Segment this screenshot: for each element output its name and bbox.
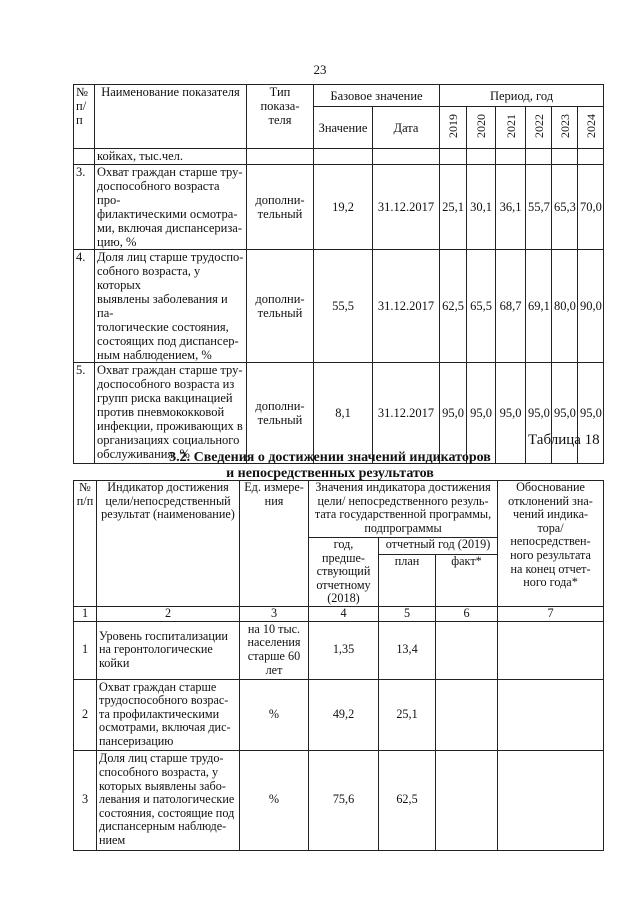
row-num: 5. <box>74 363 95 464</box>
header-num: № п/п <box>74 85 95 149</box>
header-report-year: отчетный год (2019) <box>379 538 498 555</box>
header-year: 2021 <box>503 114 518 138</box>
row-base-value: 8,1 <box>314 363 373 464</box>
indicators-period-table <box>73 84 604 464</box>
header-year: 2022 <box>531 114 546 138</box>
section-title: 3.2. Сведения о достижении значений индикаторов и непосредственных результатов <box>169 450 491 481</box>
header-indicator: Индикатор достижения цели/непосредственный результат (наименование) <box>97 481 240 607</box>
row-year-value: 69,1 <box>526 250 552 363</box>
header-period: Период, год <box>440 85 604 107</box>
col-number: 5 <box>379 606 436 621</box>
header-year: 2020 <box>474 114 489 138</box>
table-caption: Таблица 18 <box>528 432 600 448</box>
header-plan: план <box>379 555 436 607</box>
row-year-value: 95,0 <box>578 363 604 464</box>
row-name: Доля лиц старше трудоспо- собного возраста, у которых выявлены заболевания и па- тологические состояния, состоящих под диспансер- ным наблюдением, % <box>95 250 247 363</box>
row-indicator: Охват граждан старше трудоспособного возрас- та профилактическими осмотрами, включая дис- пансеризацию <box>97 679 240 750</box>
row-year-value: 30,1 <box>467 165 496 250</box>
row-type: дополни- тельный <box>247 250 314 363</box>
header-year: 2019 <box>446 114 461 138</box>
header-num: № п/п <box>74 481 97 607</box>
table-row <box>74 165 604 250</box>
continuation-text: койках, тыс.чел. <box>95 149 247 165</box>
header-base-date: Дата <box>373 107 440 149</box>
row-year-value: 55,7 <box>526 165 552 250</box>
header-justification: Обоснование отклонений зна- чений индика- тора/ непосредствен- ного результата на конец отчет- ного года* <box>498 481 604 607</box>
col-number: 2 <box>97 606 240 621</box>
row-unit: % <box>240 750 309 850</box>
header-type: Тип показа- теля <box>247 85 314 149</box>
row-base-date: 31.12.2017 <box>373 250 440 363</box>
row-year-value: 68,7 <box>496 250 526 363</box>
col-number: 1 <box>74 606 97 621</box>
header-name: Наименование показателя <box>95 85 247 149</box>
row-fact-value <box>436 621 498 679</box>
row-prev-value: 75,6 <box>309 750 379 850</box>
row-fact-value <box>436 679 498 750</box>
row-name: Охват граждан старше тру- доспособного возраста из групп риска вакцинацией против пневмококковой инфекции, проживающих в организациях социального обслуживания, % <box>95 363 247 464</box>
row-note <box>498 621 604 679</box>
row-num: 3. <box>74 165 95 250</box>
table-row <box>74 621 604 679</box>
row-num: 3 <box>74 750 97 850</box>
row-fact-value <box>436 750 498 850</box>
indicator-achievement-table <box>73 480 604 851</box>
row-base-date: 31.12.2017 <box>373 165 440 250</box>
row-year-value: 95,0 <box>440 363 467 464</box>
row-note <box>498 679 604 750</box>
row-note <box>498 750 604 850</box>
header-prev-year: год, предше- ствующий отчетному (2018) <box>309 538 379 607</box>
col-number: 4 <box>309 606 379 621</box>
header-year: 2023 <box>557 114 572 138</box>
row-year-value: 36,1 <box>496 165 526 250</box>
row-indicator: Доля лиц старше трудо- способного возраста, у которых выявлены забо- левания и патологические состояния, состоящие под диспансерным наблюде- нием <box>97 750 240 850</box>
row-num: 1 <box>74 621 97 679</box>
col-number: 7 <box>498 606 604 621</box>
table-row <box>74 250 604 363</box>
row-year-value: 25,1 <box>440 165 467 250</box>
row-year-value: 65,3 <box>552 165 578 250</box>
header-fact: факт* <box>436 555 498 607</box>
row-num: 4. <box>74 250 95 363</box>
row-base-value: 55,5 <box>314 250 373 363</box>
header-year: 2024 <box>583 114 598 138</box>
row-type: дополни- тельный <box>247 165 314 250</box>
table-row <box>74 363 604 464</box>
row-num: 2 <box>74 679 97 750</box>
row-base-date: 31.12.2017 <box>373 363 440 464</box>
row-prev-value: 49,2 <box>309 679 379 750</box>
header-base: Базовое значение <box>314 85 440 107</box>
row-year-value: 90,0 <box>578 250 604 363</box>
row-year-value: 95,0 <box>496 363 526 464</box>
row-year-value: 70,0 <box>578 165 604 250</box>
table-row <box>74 750 604 850</box>
row-unit: на 10 тыс. населения старше 60 лет <box>240 621 309 679</box>
row-prev-value: 1,35 <box>309 621 379 679</box>
row-unit: % <box>240 679 309 750</box>
row-plan-value: 62,5 <box>379 750 436 850</box>
col-number: 3 <box>240 606 309 621</box>
header-unit: Ед. измере- ния <box>240 481 309 607</box>
row-base-value: 19,2 <box>314 165 373 250</box>
row-name: Охват граждан старше тру- доспособного возраста про- филактическими осмотра- ми, включая диспансериза- цию, % <box>95 165 247 250</box>
row-indicator: Уровень госпитализации на геронтологические койки <box>97 621 240 679</box>
row-year-value: 62,5 <box>440 250 467 363</box>
row-year-value: 65,5 <box>467 250 496 363</box>
col-number: 6 <box>436 606 498 621</box>
row-year-value: 95,0 <box>526 363 552 464</box>
row-year-value: 95,0 <box>552 363 578 464</box>
row-plan-value: 25,1 <box>379 679 436 750</box>
row-year-value: 80,0 <box>552 250 578 363</box>
row-type: дополни- тельный <box>247 363 314 464</box>
page-number: 23 <box>313 62 327 77</box>
table-row <box>74 679 604 750</box>
header-base-value: Значение <box>314 107 373 149</box>
row-plan-value: 13,4 <box>379 621 436 679</box>
row-year-value: 95,0 <box>467 363 496 464</box>
header-values: Значения индикатора достижения цели/ непосредственного резуль- тата государственной программы, подпрограммы <box>309 481 498 538</box>
